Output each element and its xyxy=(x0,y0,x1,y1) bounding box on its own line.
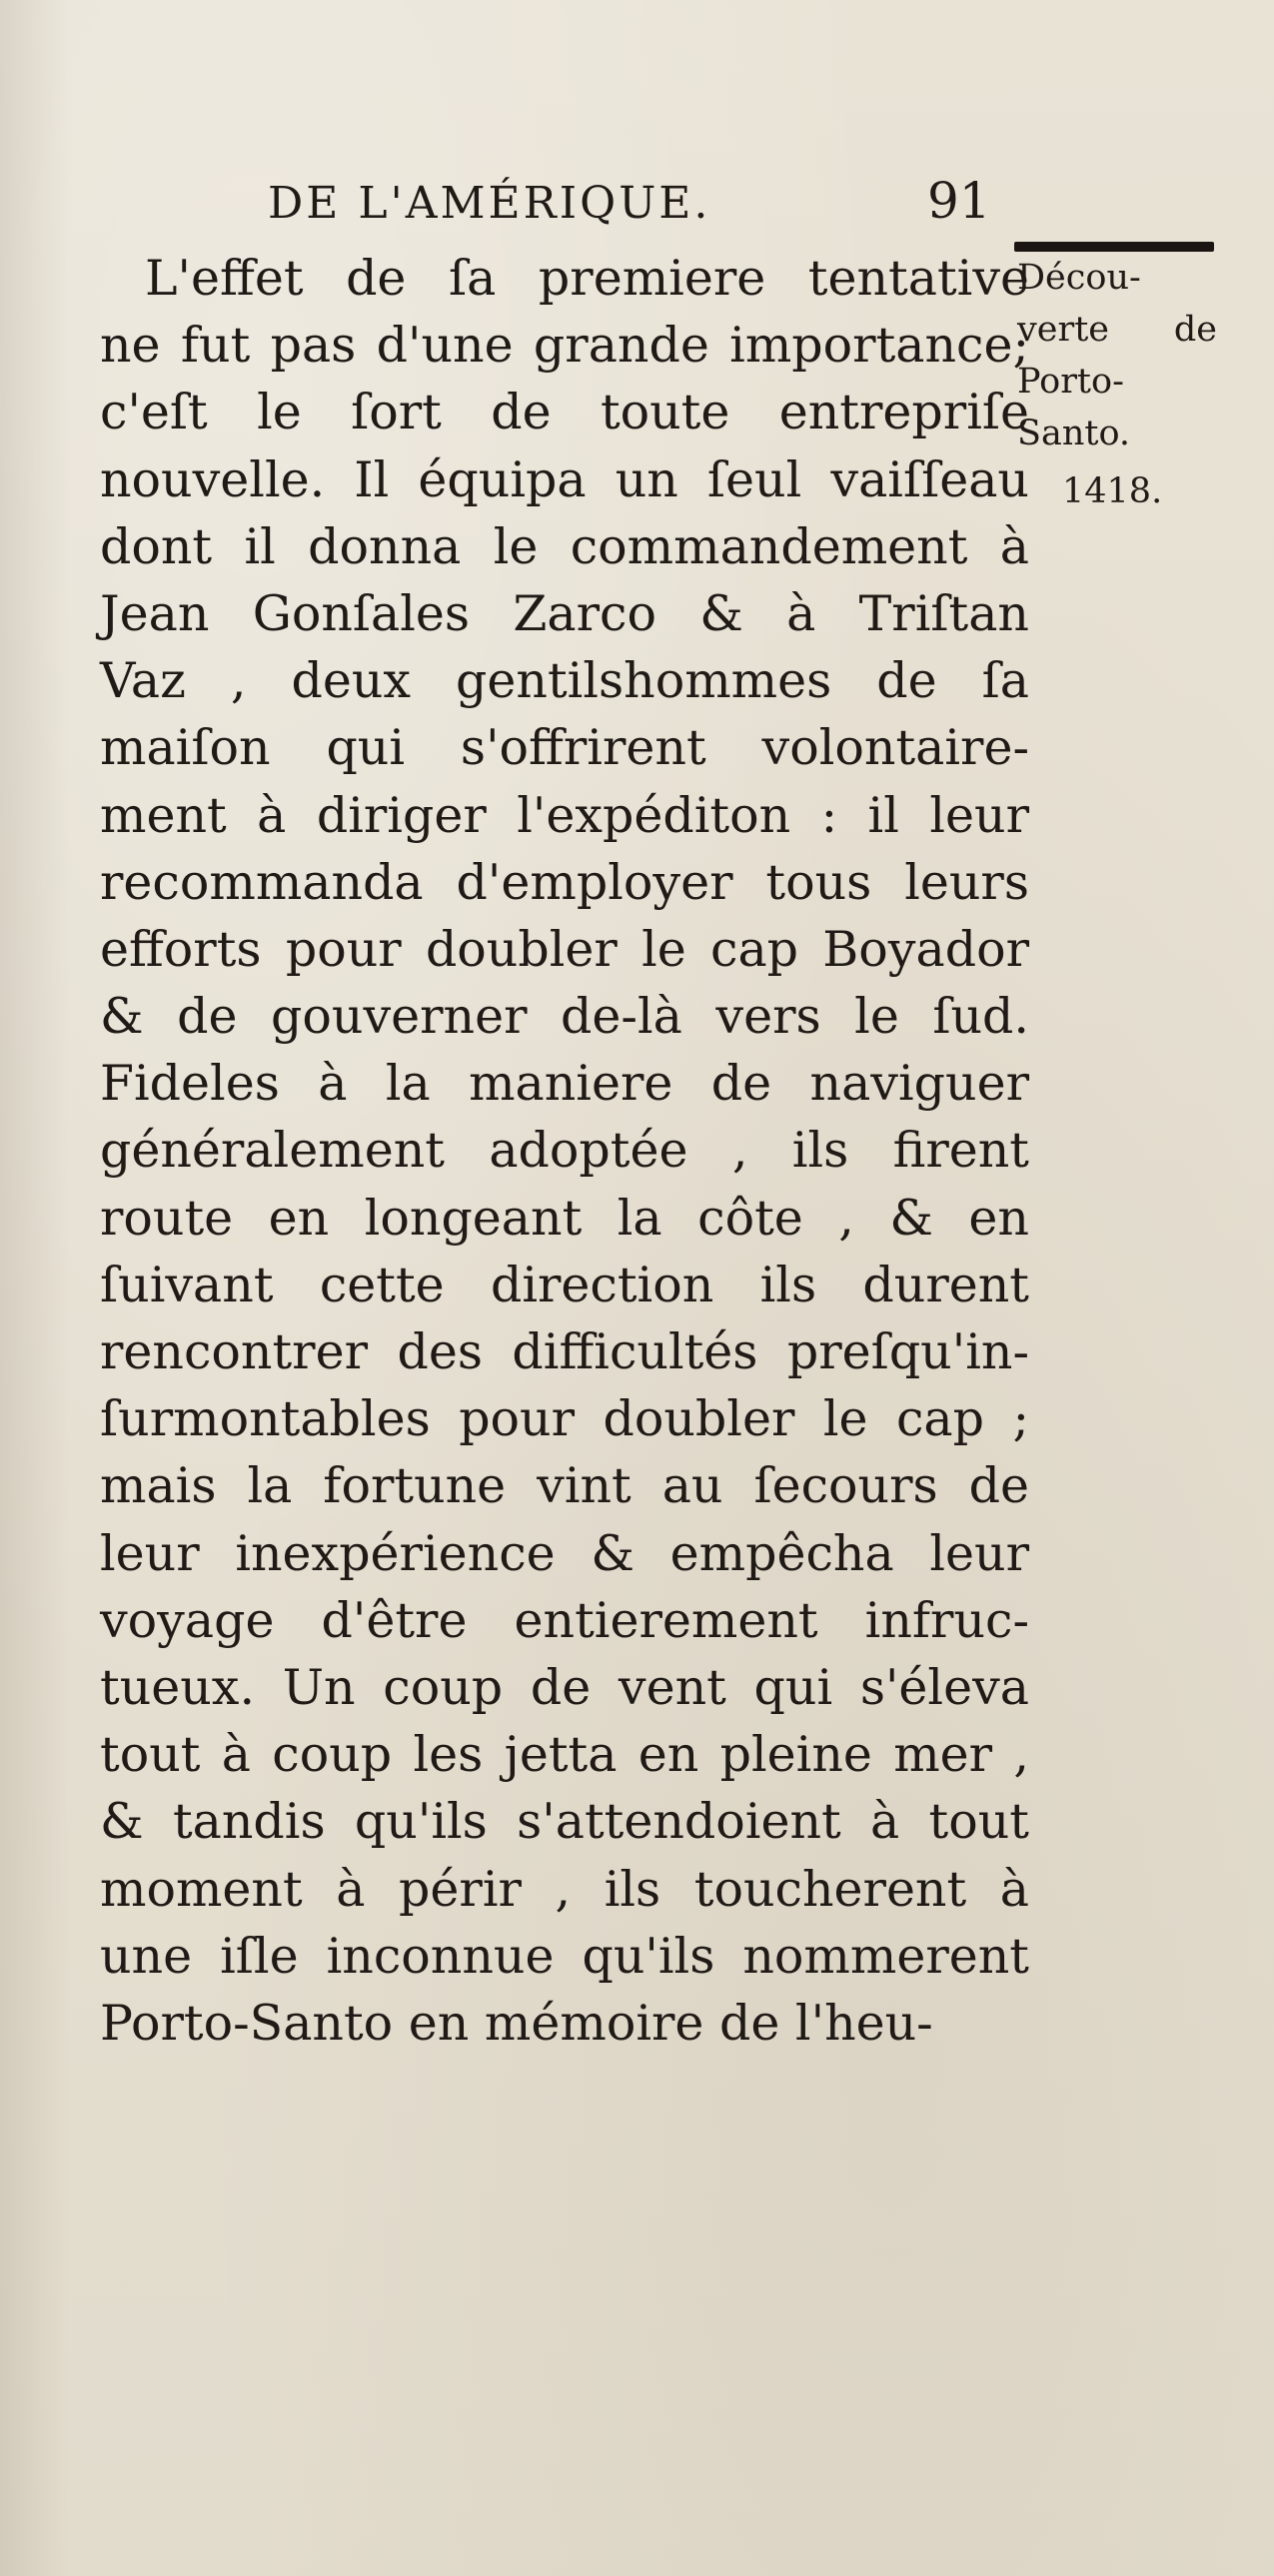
text-line: nouvelle. Il équipa un ſeul vaiſſeau xyxy=(100,450,1029,508)
body-text xyxy=(100,245,1029,2057)
margin-rule xyxy=(1014,242,1214,252)
spine-shadow xyxy=(0,0,70,2576)
text-line: & tandis qu'ils s'attendoient à tout xyxy=(100,1793,1029,1851)
text-line: leur inexpérience & empêcha leur xyxy=(100,1524,1029,1582)
text-line: rencontrer des difficultés preſqu'in- xyxy=(100,1323,1029,1380)
text-line: tout à coup les jetta en pleine mer , xyxy=(100,1726,1029,1784)
running-title: DE L'AMÉRIQUE. xyxy=(268,178,711,229)
text-line: Fideles à la maniere de naviguer xyxy=(100,1055,1029,1113)
page-number: 91 xyxy=(927,172,991,230)
margin-note xyxy=(1017,252,1217,517)
text-line: route en longeant la côte , & en xyxy=(100,1189,1029,1247)
text-line: Porto-Santo en mémoire de l'heu- xyxy=(100,1994,933,2052)
text-line: c'eſt le ſort de toute entrepriſe xyxy=(100,384,1029,441)
text-line: ne fut pas d'une grande importance; xyxy=(100,317,1029,375)
text-line: moment à périr , ils toucherent à xyxy=(100,1860,1029,1918)
text-line: Vaz , deux gentilshommes de ſa xyxy=(100,652,1029,710)
text-line: ment à diriger l'expéditon : il leur xyxy=(100,786,1029,844)
margin-note-line: Porto- xyxy=(1017,362,1124,402)
text-line: Jean Gonſales Zarco & à Triſtan xyxy=(100,584,1029,642)
text-line: voyage d'être entierement infruc- xyxy=(100,1591,1029,1649)
text-line: ſuivant cette direction ils durent xyxy=(100,1256,1029,1313)
text-line: une iſle inconnue qu'ils nommerent xyxy=(100,1927,1029,1985)
margin-note-year: 1418. xyxy=(1062,471,1163,511)
margin-note-line: verte de xyxy=(1017,310,1217,350)
text-line: L'effet de ſa premiere tentative xyxy=(145,250,1029,307)
margin-note-line: Décou- xyxy=(1017,258,1141,298)
text-line: dont il donna le commandement à xyxy=(100,517,1029,575)
text-line: tueux. Un coup de vent qui s'éleva xyxy=(100,1658,1029,1716)
text-line: & de gouverner de-là vers le ſud. xyxy=(100,988,1029,1046)
text-line: ſurmontables pour doubler le cap ; xyxy=(100,1390,1029,1448)
text-line: maiſon qui s'offrirent volontaire- xyxy=(100,719,1029,777)
text-line: recommanda d'employer tous leurs xyxy=(100,853,1029,911)
margin-note-line: Santo. xyxy=(1017,414,1131,453)
text-line: efforts pour doubler le cap Boyador xyxy=(100,920,1029,978)
text-line: généralement adoptée , ils firent xyxy=(100,1122,1029,1180)
text-line: mais la fortune vint au ſecours de xyxy=(100,1457,1029,1515)
